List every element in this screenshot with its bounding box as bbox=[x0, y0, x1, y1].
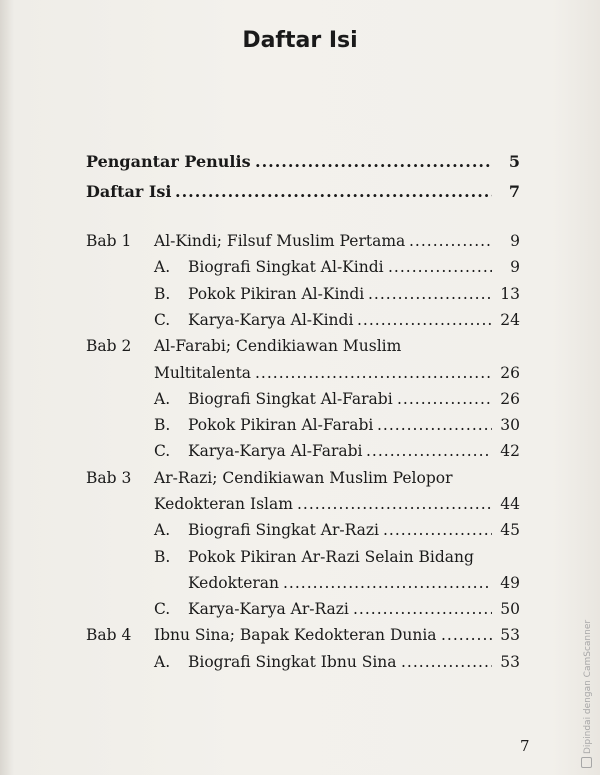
section-title: Biografi Singkat Ibnu Sina bbox=[188, 653, 397, 671]
chapter-title: Ibnu Sina; Bapak Kedokteran Dunia bbox=[154, 626, 437, 644]
page-ref: 53 bbox=[500, 626, 520, 644]
leader-dots bbox=[353, 600, 492, 618]
section-title: Biografi Singkat Ar-Razi bbox=[188, 521, 380, 539]
section-title: Karya-Karya Al-Farabi bbox=[188, 442, 363, 460]
toc-main-entry bbox=[0, 152, 600, 178]
section-letter: B. bbox=[154, 416, 171, 434]
section-title: Pokok Pikiran Al-Kindi bbox=[188, 285, 365, 303]
page-ref: 26 bbox=[500, 364, 520, 382]
leader-dots bbox=[397, 390, 492, 408]
page-ref: 9 bbox=[510, 232, 520, 250]
section-letter: A. bbox=[154, 258, 171, 276]
toc-section-line bbox=[0, 416, 600, 442]
page-title: Daftar Isi bbox=[242, 28, 358, 53]
toc-main-entry bbox=[0, 182, 600, 208]
chapter-title: Kedokteran Islam bbox=[154, 495, 293, 513]
toc-chapter-line bbox=[0, 337, 600, 363]
section-title: Karya-Karya Al-Kindi bbox=[188, 311, 354, 329]
section-letter: A. bbox=[154, 521, 171, 539]
page-ref: 42 bbox=[500, 442, 520, 460]
page-ref: 30 bbox=[500, 416, 520, 434]
toc-chapter-line bbox=[0, 495, 600, 521]
toc-chapter-line bbox=[0, 626, 600, 652]
toc-section-line bbox=[0, 390, 600, 416]
section-title: Kedokteran bbox=[188, 574, 280, 592]
leader-dots bbox=[388, 258, 492, 276]
leader-dots bbox=[283, 574, 492, 592]
camscanner-icon bbox=[581, 757, 592, 768]
leader-dots bbox=[297, 495, 492, 513]
page-ref: 45 bbox=[500, 521, 520, 539]
toc-section-line bbox=[0, 285, 600, 311]
watermark-text: Dipindai dengan CamScanner bbox=[583, 619, 593, 754]
leader-dots bbox=[383, 521, 492, 539]
entry-label: Daftar Isi bbox=[86, 182, 172, 201]
toc-section-line bbox=[0, 653, 600, 679]
chapter-number: Bab 3 bbox=[86, 469, 132, 487]
leader-dots bbox=[441, 626, 492, 644]
toc-section-line bbox=[0, 548, 600, 574]
chapter-number: Bab 2 bbox=[86, 337, 132, 355]
leader-dots bbox=[366, 442, 492, 460]
toc-section-line bbox=[0, 442, 600, 468]
section-title: Biografi Singkat Al-Kindi bbox=[188, 258, 384, 276]
scanner-watermark bbox=[582, 620, 593, 768]
chapter-title: Al-Kindi; Filsuf Muslim Pertama bbox=[154, 232, 406, 250]
toc-section-line bbox=[0, 521, 600, 547]
toc-section-line bbox=[0, 258, 600, 284]
section-letter: A. bbox=[154, 653, 171, 671]
page-ref: 26 bbox=[500, 390, 520, 408]
entry-label: Pengantar Penulis bbox=[86, 152, 251, 171]
leader-dots bbox=[175, 182, 492, 201]
page-ref: 7 bbox=[508, 182, 520, 201]
section-letter: C. bbox=[154, 311, 171, 329]
page-ref: 13 bbox=[500, 285, 520, 303]
leader-dots bbox=[368, 285, 492, 303]
chapter-title: Multitalenta bbox=[154, 364, 252, 382]
toc-chapter-line bbox=[0, 469, 600, 495]
chapter-title: Ar-Razi; Cendikiawan Muslim Pelopor bbox=[154, 469, 453, 487]
page-ref: 5 bbox=[508, 152, 520, 171]
toc-chapter-line bbox=[0, 364, 600, 390]
chapter-number: Bab 4 bbox=[86, 626, 132, 644]
leader-dots bbox=[255, 364, 492, 382]
leader-dots bbox=[401, 653, 492, 671]
toc-chapter-line bbox=[0, 232, 600, 258]
leader-dots bbox=[377, 416, 492, 434]
chapter-title: Al-Farabi; Cendikiawan Muslim bbox=[154, 337, 402, 355]
section-title: Biografi Singkat Al-Farabi bbox=[188, 390, 393, 408]
toc-section-line bbox=[0, 600, 600, 626]
page-number: 7 bbox=[520, 737, 530, 755]
page-ref: 24 bbox=[500, 311, 520, 329]
leader-dots bbox=[357, 311, 492, 329]
chapter-number: Bab 1 bbox=[86, 232, 132, 250]
leader-dots bbox=[409, 232, 492, 250]
section-letter: B. bbox=[154, 285, 171, 303]
page-ref: 53 bbox=[500, 653, 520, 671]
toc-section-line bbox=[0, 574, 600, 600]
page-ref: 50 bbox=[500, 600, 520, 618]
leader-dots bbox=[255, 152, 492, 171]
toc-section-line bbox=[0, 311, 600, 337]
page-ref: 9 bbox=[510, 258, 520, 276]
section-title: Karya-Karya Ar-Razi bbox=[188, 600, 349, 618]
section-letter: B. bbox=[154, 548, 171, 566]
page-ref: 49 bbox=[500, 574, 520, 592]
section-letter: A. bbox=[154, 390, 171, 408]
page-ref: 44 bbox=[500, 495, 520, 513]
section-title: Pokok Pikiran Ar-Razi Selain Bidang bbox=[188, 548, 474, 566]
section-title: Pokok Pikiran Al-Farabi bbox=[188, 416, 374, 434]
section-letter: C. bbox=[154, 600, 171, 618]
section-letter: C. bbox=[154, 442, 171, 460]
